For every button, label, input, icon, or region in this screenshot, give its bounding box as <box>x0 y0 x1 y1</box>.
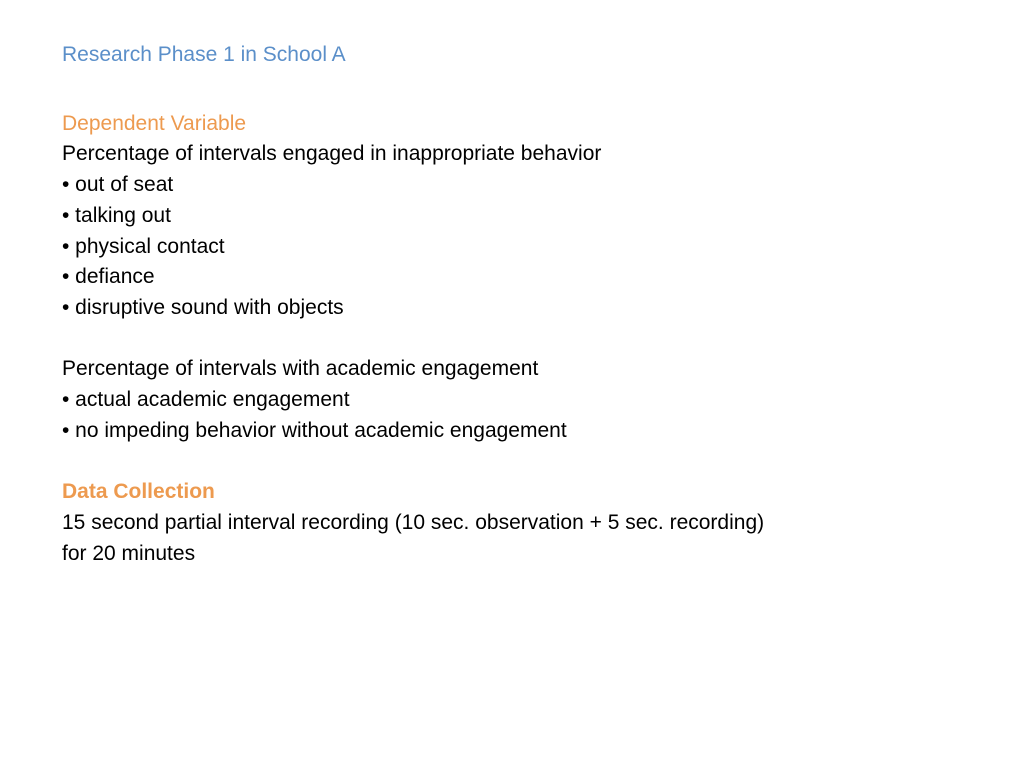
blank-line <box>62 324 1002 355</box>
blank-line <box>62 446 1002 477</box>
list-item: • defiance <box>62 265 155 289</box>
list-item: • out of seat <box>62 173 174 197</box>
data-collection-section <box>62 477 1002 569</box>
dependent-variable-section <box>62 109 1002 447</box>
data-collection-line: for 20 minutes <box>62 541 196 565</box>
slide-content <box>62 40 1002 569</box>
dependent-variable-heading: Dependent Variable <box>62 111 247 135</box>
data-collection-heading: Data Collection <box>62 480 215 504</box>
list-item: • physical contact <box>62 234 225 258</box>
list-item: • talking out <box>62 203 171 227</box>
title-spacer <box>62 71 1002 109</box>
list-item: • disruptive sound with objects <box>62 295 344 319</box>
inappropriate-behavior-intro: Percentage of intervals engaged in inappropriate behavior <box>62 142 602 166</box>
list-item: • no impeding behavior without academic engagement <box>62 418 567 442</box>
list-item: • actual academic engagement <box>62 388 350 411</box>
data-collection-line: 15 second partial interval recording (10 sec. observation + 5 sec. recording) <box>62 510 765 534</box>
academic-engagement-intro: Percentage of intervals with academic engagement <box>62 357 539 381</box>
slide-title: Research Phase 1 in School A <box>62 43 346 66</box>
